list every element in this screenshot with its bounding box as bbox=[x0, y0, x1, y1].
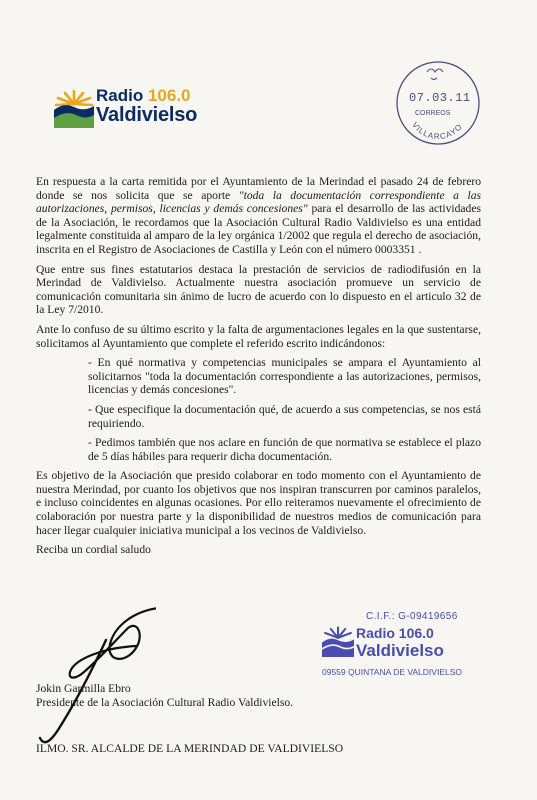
sun-hills-icon bbox=[54, 88, 94, 128]
stamp-cif: C.I.F.: G-09419656 bbox=[366, 611, 458, 622]
list-item: - Pedimos también que nos aclare en función de que normativa se establece el plazo de 5 días hábiles para requerir dicha documentación. bbox=[88, 436, 481, 463]
quoted-request: "toda la documentación correspondiente a las autorizaciones, permisos, licencias y demás concesiones" bbox=[36, 188, 481, 216]
list-item: - En qué normativa y competencias municipales se ampara el Ayuntamiento al solicitarnos "toda la documentación correspondiente a las autorizaciones, permisos, licencias y demás concesiones". bbox=[88, 356, 481, 397]
logo-title bbox=[96, 86, 191, 106]
paragraph-request-intro: En respuesta a la carta remitida por el Ayuntamiento de la Merindad el pasado 24 de febrero donde se nos solicita que se aporte bbox=[36, 175, 481, 202]
paragraph-collaboration: Es objetivo de la Asociación que presido colaborar en todo momento con el Ayuntamiento de nuestra Merindad, por cuanto los objetivos que nos inspiran transcurren por caminos paralelos, e incluso coincidentes en algunas ocasiones. Por ello reiteramos nuevamente el ofrecimiento de colaboración por nuestra parte y la disponibilidad de nuestros medios de comunicación para hacer llegar cualquier iniciativa municipal a los vecinos de Valdivielso. bbox=[36, 469, 481, 537]
svg-text:VILLARCAYO bbox=[410, 120, 464, 141]
handwritten-signature bbox=[36, 600, 156, 750]
postmark-office: CORREOS bbox=[415, 110, 451, 117]
logo-name: Radio bbox=[96, 86, 144, 105]
signer-name: Jokin Garmilla Ebro bbox=[36, 682, 131, 695]
stamp-address: 09559 QUINTANA DE VALDIVIELSO bbox=[322, 667, 462, 677]
logo-place: Valdivielso bbox=[96, 104, 198, 126]
stamp-place: Valdivielso bbox=[356, 641, 444, 660]
paragraph-questions: Ante lo confuso de su último escrito y la falta de argumentaciones legales en la que sustentarse, solicitamos al Ayuntamiento que complete el referido escrito indicándonos: bbox=[36, 322, 481, 350]
postmark-stamp bbox=[393, 58, 483, 148]
closing-salutation: Reciba un cordial saludo bbox=[36, 543, 151, 557]
postmark-date: 07.03.11 bbox=[409, 91, 471, 105]
logo-frequency: 106.0 bbox=[147, 86, 191, 105]
organization-stamp bbox=[322, 611, 482, 686]
stamp-sun-icon bbox=[322, 625, 354, 657]
radio-logo bbox=[54, 86, 234, 138]
paragraph-request bbox=[36, 175, 481, 257]
stamp-radio-name: Radio 106.0 bbox=[356, 625, 434, 641]
letter-body bbox=[36, 175, 481, 563]
paragraph-purpose: Que entre sus fines estatutarios destaca la prestación de servicios de radiodifusión en la Merindad de Valdivielso. Actualmente nuestra asociación promueve un servicio de comunicación comunitaria sin ánimo de lucro de acuerdo con lo dispuesto en el articulo 32 de la Ley 7/2010. bbox=[36, 262, 481, 317]
signer-title: Presidente de la Asociación Cultural Radio Valdivielso. bbox=[36, 696, 294, 709]
postmark-locality: VILLARCAYO bbox=[410, 120, 465, 142]
paragraph-request-rest: para el desarrollo de las actividades de la Asociación, le recordamos que la Asociación Cultural Radio Valdivielso es una entidad legalmente constituida al amparo de la ley orgánica 1/2002 que regula el derecho de asociación, inscrita en el Registro de Asociaciones de Castilla y León con el número 0003351 . bbox=[36, 202, 481, 256]
list-item: - Que especifique la documentación qué, de acuerdo a sus competencias, se nos está requiriendo. bbox=[88, 402, 481, 430]
addressee: ILMO. SR. ALCALDE DE LA MERINDAD DE VALDIVIELSO bbox=[36, 742, 344, 755]
